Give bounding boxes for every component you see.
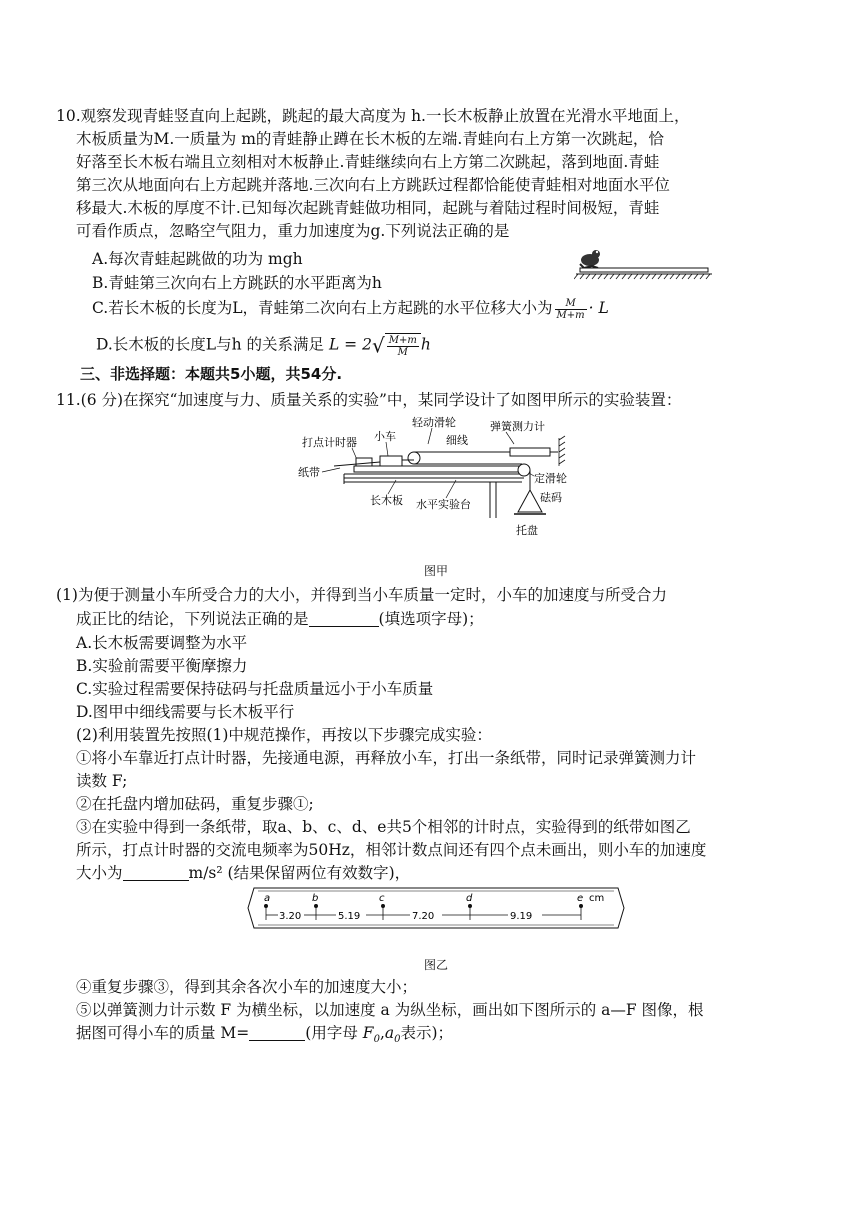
answer-blank-2[interactable] (123, 864, 189, 881)
fraction-numerator: M (555, 298, 587, 310)
label-car: 小车 (374, 430, 396, 443)
q10-line-5: 移最大.木板的厚度不计.已知每次起跳青蛙做功相同，起跳与着陆过程时间极短，青蛙 (76, 199, 660, 217)
q10-option-d-eq: L = 2 (328, 335, 372, 354)
tape-outline (248, 888, 624, 928)
q11-step1-line1: ①将小车靠近打点计时器，先接通电源，再释放小车，打出一条纸带，同时记录弹簧测力计 (76, 749, 697, 767)
q11-step3-text: 大小为 (76, 864, 123, 882)
moving-pulley-icon (408, 452, 420, 464)
label-weights: 砝码 (540, 491, 562, 504)
timer-icon (356, 458, 372, 466)
q11-step4: ④重复步骤③，得到其余各次小车的加速度大小； (76, 978, 418, 996)
fixed-pulley-icon (518, 464, 530, 476)
q11-part1-option-c: C.实验过程需要保持砝码与托盘质量远小于小车质量 (76, 680, 434, 698)
q11-part1-option-b: B.实验前需要平衡摩擦力 (76, 657, 248, 675)
q10-option-d (96, 333, 431, 358)
tape-unit: cm (589, 893, 605, 904)
q11-step5-end: 表示)； (400, 1024, 454, 1042)
label-table: 水平实验台 (416, 498, 471, 511)
q10-line-3: 好落至长木板右端且立刻相对木板静止.青蛙继续向右上方第二次跳起，落到地面.青蛙 (76, 153, 660, 171)
q10-option-a: A.每次青蛙起跳做的功为 mgh (92, 250, 303, 268)
q11-step5-line2 (76, 1022, 453, 1051)
label-tape: 纸带 (298, 466, 320, 479)
q11-part1-line1: (1)为便于测量小车所受合力的大小，并得到当小车质量一定时，小车的加速度与所受合力 (56, 586, 667, 604)
section-3-title: 三、非选择题：本题共5小题，共54分. (80, 365, 343, 383)
q10-option-c-fraction (555, 298, 587, 321)
tape-distance-cd: 7.20 (412, 911, 435, 922)
label-board: 长木板 (370, 494, 403, 507)
answer-blank-1[interactable] (309, 610, 379, 627)
label-fixed-pulley: 定滑轮 (534, 472, 567, 485)
q11-step5-text: 据图可得小车的质量 M= (76, 1024, 250, 1042)
q11-step5-paren: (用字母 (305, 1024, 358, 1042)
tape-point-c: c (379, 893, 385, 904)
q11-step3-line3 (76, 862, 410, 884)
answer-blank-3[interactable] (249, 1024, 305, 1041)
tape-point-d: d (466, 893, 473, 904)
q11-part1-tail: (填选项字母)； (378, 610, 484, 628)
q11-step1-line2: 读数 F; (76, 772, 128, 790)
fraction-numerator: M+m (388, 334, 417, 346)
apparatus-figure (296, 414, 586, 539)
fraction-denominator: M+m (556, 309, 585, 321)
q11-step2: ②在托盘内增加砝码，重复步骤①; (76, 795, 314, 813)
q11-part1-option-a: A.长木板需要调整为水平 (76, 634, 248, 652)
label-timer: 打点计时器 (302, 436, 357, 449)
tape-point-a: a (264, 893, 271, 904)
q11-part1-option-d: D.图甲中细线需要与长木板平行 (76, 703, 295, 721)
symbol-a0: $a_0$ (384, 1024, 401, 1046)
weights-tray-icon (518, 490, 542, 512)
symbol-separator: , (379, 1024, 385, 1042)
q11-step3-tail: m/s² (结果保留两位有效数字)， (188, 864, 411, 882)
figure-2-caption: 图乙 (424, 958, 449, 972)
q10-option-c (92, 297, 609, 321)
q11-step3-line1: ③在实验中得到一条纸带，取a、b、c、d、e共5个相邻的计时点，实验得到的纸带如图乙 (76, 818, 691, 836)
tape-point-b: b (312, 893, 319, 904)
long-board (580, 268, 708, 272)
long-board (354, 466, 522, 472)
label-moving-pulley: 轻动滑轮 (412, 416, 456, 429)
label-tray: 托盘 (516, 524, 538, 537)
fraction-denominator: M (397, 346, 408, 358)
q10-line-2: 木板质量为M.一质量为 m的青蛙静止蹲在长木板的左端.青蛙向右上方第一次跳起，恰 (76, 130, 664, 148)
q11-part1-line2 (76, 608, 484, 630)
q10-option-d-h: h (420, 335, 431, 354)
wall-hatch (559, 436, 565, 466)
symbol-F0: $F_0$ (362, 1024, 380, 1046)
tape-point-e: e (577, 893, 584, 904)
label-spring-scale: 弹簧测力计 (490, 420, 545, 433)
q11-intro: 11.(6 分)在探究“加速度与力、质量关系的实验”中，某同学设计了如图甲所示的实验装置： (56, 391, 682, 409)
q11-step5-line1: ⑤以弹簧测力计示数 F 为横坐标，以加速度 a 为纵坐标，画出如下图所示的 a—F 图像，根 (76, 1001, 704, 1019)
figure-1-caption: 图甲 (424, 564, 449, 578)
q10-option-b: B.青蛙第三次向右上方跳跃的水平距离为h (92, 274, 382, 292)
q10-option-c-tail: · L (588, 299, 609, 317)
q10-line-4: 第三次从地面向右上方起跳并落地.三次向右上方跳跃过程都恰能使青蛙相对地面水平位 (76, 176, 670, 194)
spring-scale-icon (510, 448, 550, 456)
frog-board-figure (574, 244, 714, 280)
q10-line-1: 10.观察发现青蛙竖直向上起跳，跳起的最大高度为 h.一长木板静止放置在光滑水平地面上， (56, 107, 690, 125)
q10-line-6: 可看作质点，忽略空气阻力，重力加速度为g.下列说法正确的是 (76, 222, 510, 240)
paper-tape-figure (244, 886, 628, 930)
ground-hatch (574, 274, 710, 279)
sqrt-body (385, 333, 421, 358)
q10-option-d-text: D.长木板的长度L与h 的关系满足 (96, 335, 325, 354)
frog-icon (580, 250, 600, 268)
car-icon (380, 456, 402, 466)
q11-part2-intro: (2)利用装置先按照(1)中规范操作，再按以下步骤完成实验： (76, 726, 492, 744)
q11-step3-line2: 所示，打点计时器的交流电频率为50Hz，相邻计数点间还有四个点未画出，则小车的加速度 (76, 841, 707, 859)
q10-option-c-text: C.若长木板的长度为L，青蛙第二次向右上方起跳的水平位移大小为 (92, 299, 553, 317)
tape-distance-ab: 3.20 (279, 911, 302, 922)
tape-distance-bc: 5.19 (338, 911, 361, 922)
tape-distance-de: 9.19 (510, 911, 533, 922)
sqrt-sign: √ (371, 333, 385, 358)
label-string: 细线 (446, 434, 468, 447)
q11-part1-text: 成正比的结论，下列说法正确的是 (76, 610, 309, 628)
